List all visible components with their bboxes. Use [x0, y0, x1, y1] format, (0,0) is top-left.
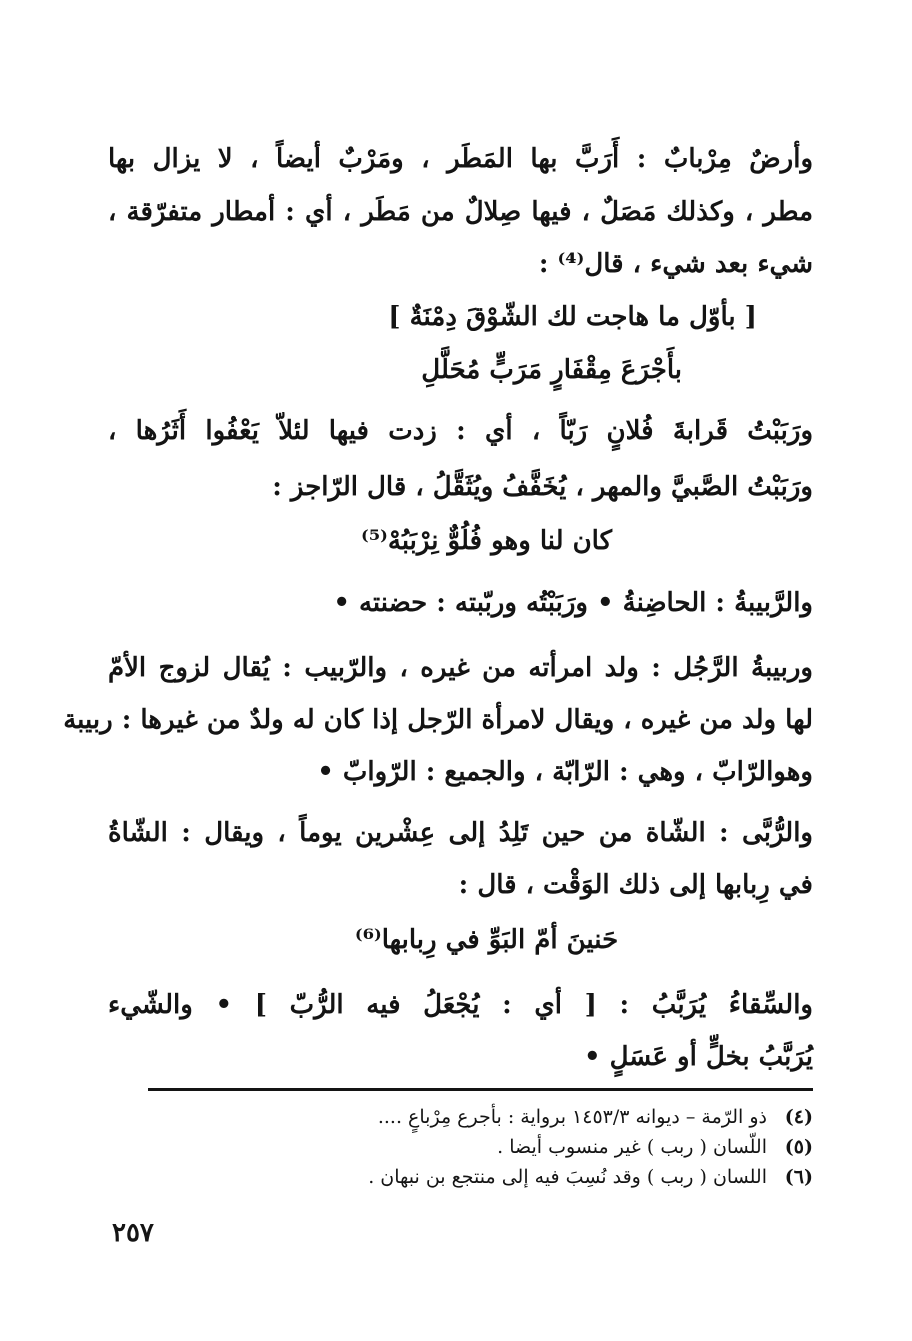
body-line-6: ورَبَبْتُ قَرابةَ فُلانٍ رَبّاً ، أي : زدت فيها لئلاّ يَعْفُوا أَثَرُها ، [108, 416, 813, 446]
verse-hemistich-3: حَنينَ أمّ البَوِّ في رِبابها⁽⁶⁾ [354, 925, 619, 955]
footnote-text: اللسان ( ربب ) وقد نُسِبَ فيه إلى منتجع بن نبهان . [368, 1166, 767, 1188]
body-line-3: شيء بعد شيء ، قال⁽⁴⁾ : [538, 249, 813, 279]
body-line-13: والرُّبَّى : الشّاة من حين تَلِدُ إلى عِشْرين يوماً ، ويقال : الشّاةُ [108, 818, 813, 848]
footnote-6 [368, 1168, 813, 1187]
verse-hemistich-1: [ بأوّل ما هاجت لك الشّوْقَ دِمْنَةٌ ] [388, 302, 757, 332]
body-line-16: والسِّقاءُ يُرَبَّبُ : [ أي : يُجْعَلُ فيه الرُّبّ ] • والشّيء [108, 990, 813, 1020]
footnote-divider [148, 1088, 813, 1091]
body-line-11: لها ولد من غيره ، ويقال لامرأة الرّجل إذا كان له ولدٌ من غيرها : ربيبة [63, 705, 813, 735]
footnote-text: اللّسان ( ربب ) غير منسوب أيضا . [497, 1136, 767, 1158]
footnote-number: (٦) [784, 1166, 813, 1188]
body-line-1: وأرضٌ مِرْبابٌ : أَرَبَّ بها المَطَر ، ومَرْبٌ أيضاً ، لا يزال بها [108, 144, 813, 174]
body-line-7: ورَبَبْتُ الصَّبيَّ والمهر ، يُخَفَّفُ ويُثَقَّلُ ، قال الرّاجز : [272, 472, 813, 502]
body-line-2: مطر ، وكذلك مَصَلٌ ، فيها صِلالٌ من مَطَر ، أي : أمطار متفرّقة ، [108, 197, 813, 227]
footnote-number: (٥) [784, 1136, 813, 1158]
body-line-17: يُرَبَّبُ بخلٍّ أو عَسَلٍ • [583, 1042, 813, 1072]
body-line-14: في رِبابها إلى ذلك الوَقْت ، قال : [458, 870, 813, 900]
body-line-12: وهوالرّابّ ، وهي : الرّابّة ، والجميع : الرّوابّ • [317, 757, 813, 787]
verse-hemistich-2: بأَجْرَعَ مِقْفَارٍ مَرَبٍّ مُحَلَّلِ [421, 355, 682, 385]
verse-rajaz: كان لنا وهو فُلُوٌّ نِرْبَبُهْ⁽⁵⁾ [361, 526, 612, 556]
footnote-4 [378, 1108, 813, 1127]
footnote-text: ذو الرّمة – ديوانه ١٤٥٣/٣ برواية : بأجرع مِرْباعٍ .... [377, 1106, 767, 1128]
footnote-number: (٤) [784, 1106, 813, 1128]
body-line-10: وربيبةُ الرَّجُل : ولد امرأته من غيره ، والرّبيب : يُقال لزوج الأمّ [108, 653, 813, 683]
body-line-9: والرَّبيبةُ : الحاضِنةُ • ورَبَبْتُه وربّبته : حضنته • [333, 588, 813, 618]
footnote-5 [497, 1138, 813, 1157]
page-number: ٢٥٧ [112, 1218, 154, 1248]
